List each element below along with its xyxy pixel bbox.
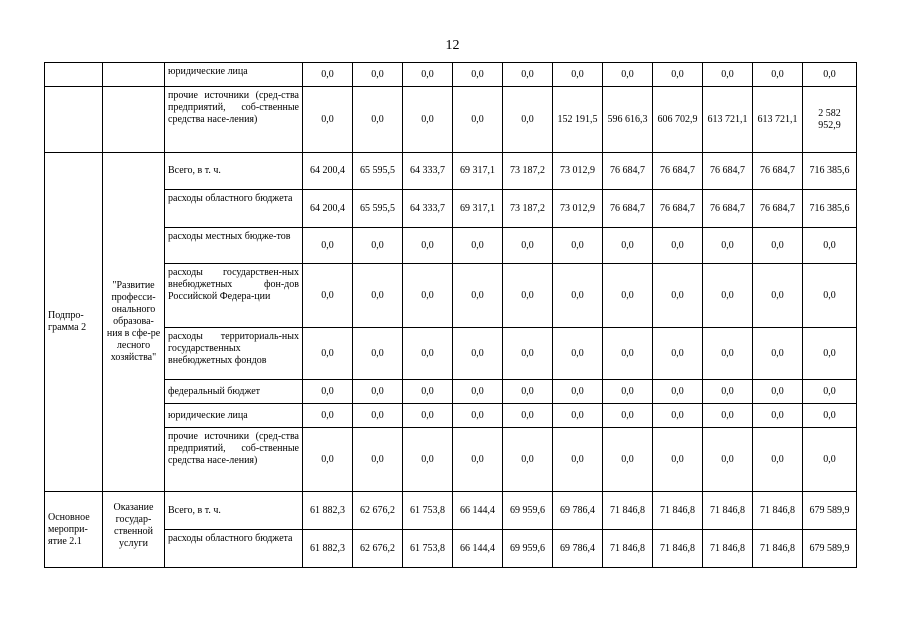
value-cell: 62 676,2 <box>353 530 403 568</box>
value-cell: 65 595,5 <box>353 153 403 190</box>
value-cell: 0,0 <box>453 264 503 328</box>
subprogram-type-cell: Подпро-грамма 2 <box>45 153 103 492</box>
value-cell: 73 187,2 <box>503 190 553 228</box>
value-cell: 0,0 <box>453 87 503 153</box>
value-cell: 0,0 <box>453 63 503 87</box>
value-cell: 0,0 <box>303 228 353 264</box>
value-cell: 61 882,3 <box>303 492 353 530</box>
value-cell: 0,0 <box>403 380 453 404</box>
value-cell: 73 012,9 <box>553 190 603 228</box>
value-cell: 69 959,6 <box>503 530 553 568</box>
value-cell: 152 191,5 <box>553 87 603 153</box>
value-cell: 64 200,4 <box>303 190 353 228</box>
value-cell: 71 846,8 <box>653 530 703 568</box>
value-cell: 0,0 <box>353 63 403 87</box>
value-cell: 71 846,8 <box>703 492 753 530</box>
value-cell: 0,0 <box>703 63 753 87</box>
value-cell: 0,0 <box>753 264 803 328</box>
value-cell: 61 753,8 <box>403 530 453 568</box>
value-cell: 0,0 <box>803 328 857 380</box>
value-cell: 0,0 <box>653 228 703 264</box>
measure-name-cell: Оказание государ-ственной услуги <box>103 492 165 568</box>
value-cell: 0,0 <box>803 63 857 87</box>
value-cell: 0,0 <box>603 404 653 428</box>
value-cell: 0,0 <box>453 228 503 264</box>
value-cell: 0,0 <box>403 264 453 328</box>
value-cell: 0,0 <box>753 404 803 428</box>
value-cell: 0,0 <box>703 404 753 428</box>
value-cell: 0,0 <box>803 380 857 404</box>
value-cell: 0,0 <box>503 404 553 428</box>
value-cell: 0,0 <box>753 228 803 264</box>
table-row <box>45 530 857 568</box>
value-cell: 0,0 <box>703 380 753 404</box>
table-row <box>45 404 857 428</box>
value-cell: 0,0 <box>703 328 753 380</box>
value-cell: 0,0 <box>653 404 703 428</box>
value-cell: 71 846,8 <box>653 492 703 530</box>
value-cell: 0,0 <box>303 87 353 153</box>
value-cell: 0,0 <box>703 428 753 492</box>
group-name-cell <box>103 87 165 153</box>
value-cell: 596 616,3 <box>603 87 653 153</box>
table-row <box>45 428 857 492</box>
value-cell: 0,0 <box>403 428 453 492</box>
value-cell: 71 846,8 <box>603 492 653 530</box>
value-cell: 0,0 <box>553 380 603 404</box>
value-cell: 76 684,7 <box>603 153 653 190</box>
value-cell: 71 846,8 <box>753 492 803 530</box>
value-cell: 76 684,7 <box>753 190 803 228</box>
value-cell: 64 333,7 <box>403 153 453 190</box>
source-cell: расходы местных бюдже-тов <box>165 228 303 264</box>
value-cell: 0,0 <box>503 380 553 404</box>
table-body <box>45 63 857 568</box>
value-cell: 0,0 <box>653 63 703 87</box>
table-row <box>45 328 857 380</box>
source-cell: прочие источники (сред-ства предприятий, соб-ственные средства насе-ления) <box>165 87 303 153</box>
value-cell: 0,0 <box>353 328 403 380</box>
value-cell: 0,0 <box>653 264 703 328</box>
value-cell: 0,0 <box>403 404 453 428</box>
value-cell: 0,0 <box>353 87 403 153</box>
source-cell: расходы государствен-ных внебюджетных фон-дов Российской Федера-ции <box>165 264 303 328</box>
group-type-cell <box>45 63 103 87</box>
value-cell: 0,0 <box>503 63 553 87</box>
value-cell: 0,0 <box>803 428 857 492</box>
value-cell: 0,0 <box>353 428 403 492</box>
value-cell: 71 846,8 <box>603 530 653 568</box>
value-cell: 0,0 <box>603 63 653 87</box>
value-cell: 64 333,7 <box>403 190 453 228</box>
value-cell: 0,0 <box>603 428 653 492</box>
value-cell: 0,0 <box>503 87 553 153</box>
source-cell: федеральный бюджет <box>165 380 303 404</box>
value-cell: 76 684,7 <box>603 190 653 228</box>
value-cell: 0,0 <box>353 380 403 404</box>
value-cell: 0,0 <box>603 264 653 328</box>
value-cell: 0,0 <box>403 228 453 264</box>
source-cell: расходы территориаль-ных государственных внебюджетных фондов <box>165 328 303 380</box>
value-cell: 61 753,8 <box>403 492 453 530</box>
value-cell: 606 702,9 <box>653 87 703 153</box>
value-cell: 0,0 <box>303 380 353 404</box>
value-cell: 69 317,1 <box>453 153 503 190</box>
value-cell: 0,0 <box>553 428 603 492</box>
table-row <box>45 380 857 404</box>
group-type-cell <box>45 87 103 153</box>
value-cell: 0,0 <box>603 328 653 380</box>
source-cell: Всего, в т. ч. <box>165 492 303 530</box>
value-cell: 0,0 <box>403 87 453 153</box>
value-cell: 69 959,6 <box>503 492 553 530</box>
value-cell: 2 582 952,9 <box>803 87 857 153</box>
source-cell: расходы областного бюджета <box>165 190 303 228</box>
value-cell: 0,0 <box>353 264 403 328</box>
value-cell: 76 684,7 <box>753 153 803 190</box>
value-cell: 0,0 <box>403 328 453 380</box>
value-cell: 0,0 <box>603 380 653 404</box>
value-cell: 0,0 <box>653 380 703 404</box>
value-cell: 0,0 <box>553 63 603 87</box>
value-cell: 64 200,4 <box>303 153 353 190</box>
source-cell: юридические лица <box>165 404 303 428</box>
value-cell: 679 589,9 <box>803 492 857 530</box>
source-cell: расходы областного бюджета <box>165 530 303 568</box>
value-cell: 71 846,8 <box>753 530 803 568</box>
table-row <box>45 63 857 87</box>
value-cell: 0,0 <box>753 63 803 87</box>
measure-type-cell: Основное меропри-ятие 2.1 <box>45 492 103 568</box>
value-cell: 66 144,4 <box>453 492 503 530</box>
value-cell: 0,0 <box>353 404 403 428</box>
value-cell: 0,0 <box>553 228 603 264</box>
value-cell: 73 187,2 <box>503 153 553 190</box>
value-cell: 0,0 <box>303 328 353 380</box>
value-cell: 0,0 <box>503 228 553 264</box>
source-cell: Всего, в т. ч. <box>165 153 303 190</box>
value-cell: 0,0 <box>603 228 653 264</box>
table-row <box>45 87 857 153</box>
value-cell: 0,0 <box>653 328 703 380</box>
table-row <box>45 153 857 190</box>
table-row <box>45 190 857 228</box>
value-cell: 716 385,6 <box>803 153 857 190</box>
value-cell: 0,0 <box>303 264 353 328</box>
value-cell: 0,0 <box>703 264 753 328</box>
value-cell: 73 012,9 <box>553 153 603 190</box>
value-cell: 0,0 <box>453 380 503 404</box>
value-cell: 0,0 <box>553 328 603 380</box>
value-cell: 0,0 <box>453 328 503 380</box>
value-cell: 0,0 <box>803 264 857 328</box>
value-cell: 613 721,1 <box>703 87 753 153</box>
value-cell: 0,0 <box>803 404 857 428</box>
value-cell: 69 786,4 <box>553 530 603 568</box>
value-cell: 76 684,7 <box>653 153 703 190</box>
value-cell: 66 144,4 <box>453 530 503 568</box>
group-name-cell <box>103 63 165 87</box>
table-row <box>45 228 857 264</box>
budget-table <box>44 62 857 568</box>
value-cell: 0,0 <box>553 264 603 328</box>
source-cell: юридические лица <box>165 63 303 87</box>
value-cell: 0,0 <box>803 228 857 264</box>
value-cell: 65 595,5 <box>353 190 403 228</box>
value-cell: 0,0 <box>403 63 453 87</box>
value-cell: 0,0 <box>453 404 503 428</box>
value-cell: 613 721,1 <box>753 87 803 153</box>
value-cell: 716 385,6 <box>803 190 857 228</box>
value-cell: 0,0 <box>453 428 503 492</box>
value-cell: 0,0 <box>753 380 803 404</box>
value-cell: 679 589,9 <box>803 530 857 568</box>
value-cell: 0,0 <box>503 428 553 492</box>
value-cell: 0,0 <box>703 228 753 264</box>
value-cell: 0,0 <box>553 404 603 428</box>
value-cell: 0,0 <box>753 428 803 492</box>
table-row <box>45 264 857 328</box>
value-cell: 76 684,7 <box>653 190 703 228</box>
value-cell: 0,0 <box>653 428 703 492</box>
value-cell: 0,0 <box>303 63 353 87</box>
value-cell: 69 317,1 <box>453 190 503 228</box>
value-cell: 76 684,7 <box>703 153 753 190</box>
subprogram-name-cell: "Развитие професси-онального образова-ния в сфе-ре лесного хозяйства" <box>103 153 165 492</box>
source-cell: прочие источники (сред-ства предприятий, соб-ственные средства насе-ления) <box>165 428 303 492</box>
value-cell: 0,0 <box>753 328 803 380</box>
value-cell: 0,0 <box>503 264 553 328</box>
value-cell: 61 882,3 <box>303 530 353 568</box>
value-cell: 62 676,2 <box>353 492 403 530</box>
value-cell: 0,0 <box>303 404 353 428</box>
page-number: 12 <box>445 38 460 53</box>
value-cell: 0,0 <box>353 228 403 264</box>
value-cell: 76 684,7 <box>703 190 753 228</box>
value-cell: 71 846,8 <box>703 530 753 568</box>
table-row <box>45 492 857 530</box>
value-cell: 69 786,4 <box>553 492 603 530</box>
value-cell: 0,0 <box>503 328 553 380</box>
value-cell: 0,0 <box>303 428 353 492</box>
